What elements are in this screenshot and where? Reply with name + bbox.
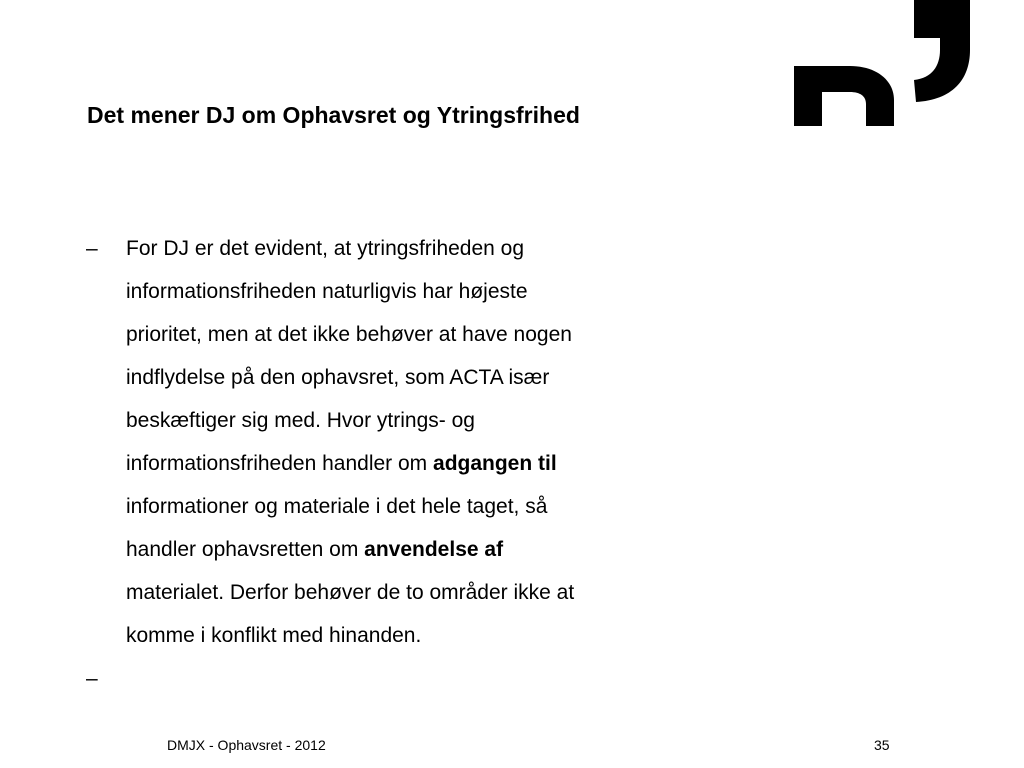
text-line — [126, 452, 557, 475]
text-run: For DJ er det evident, at ytringsfriheden og — [126, 237, 525, 260]
bullet-dash-icon: – — [86, 667, 98, 690]
bullet-item-empty — [86, 657, 686, 700]
text-line — [126, 323, 572, 346]
text-run: komme i konflikt med hinanden. — [126, 624, 422, 647]
bullet-dash-icon: – — [86, 237, 98, 260]
text-line — [126, 366, 549, 389]
bullet-text — [126, 227, 686, 657]
footer-text: DMJX - Ophavsret - 2012 — [167, 737, 326, 753]
text-run: prioritet, men at det ikke behøver at have nogen — [126, 323, 572, 346]
slide-title: Det mener DJ om Ophavsret og Ytringsfrihed — [87, 102, 580, 128]
text-run: informationsfriheden naturligvis har højeste — [126, 280, 528, 303]
text-line — [126, 495, 547, 518]
bold-text-run: anvendelse af — [364, 538, 504, 561]
text-line — [126, 538, 503, 561]
text-line — [126, 624, 421, 647]
text-line — [126, 409, 475, 432]
logo-letter-j — [914, 0, 970, 102]
logo-letter-d — [794, 66, 894, 126]
bold-text-run: adgangen til — [433, 452, 557, 475]
text-run: materialet. Derfor behøver de to områder ikke at — [126, 581, 575, 604]
bullet-list — [86, 227, 686, 700]
text-run: indflydelse på den ophavsret, som ACTA især — [126, 366, 550, 389]
page-number: 35 — [874, 737, 890, 753]
bullet-item — [86, 227, 686, 657]
dj-logo-icon — [790, 0, 980, 130]
text-run: handler ophavsretten om — [126, 538, 365, 561]
text-line — [126, 280, 528, 303]
text-run: beskæftiger sig med. Hvor ytrings- og — [126, 409, 475, 432]
text-run: informationer og materiale i det hele taget, så — [126, 495, 548, 518]
text-run: informationsfriheden handler om — [126, 452, 434, 475]
text-line — [126, 237, 524, 260]
text-line — [126, 581, 574, 604]
